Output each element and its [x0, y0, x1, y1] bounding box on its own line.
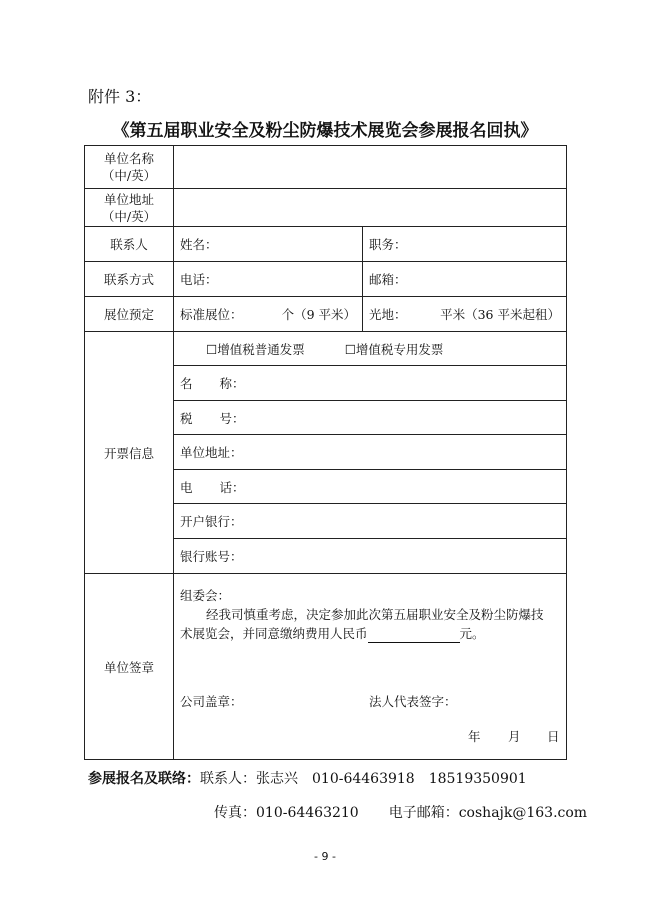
invoice-phone-label-a: 电	[180, 479, 193, 495]
invoice-address-field[interactable]: 单位地址：	[174, 435, 567, 470]
contact-method-label: 联系方式	[85, 262, 174, 297]
company-seal-label: 公司盖章：	[180, 694, 243, 709]
signature-cell	[174, 574, 567, 760]
row-contact-person	[85, 227, 567, 262]
row-company-address	[85, 189, 567, 227]
legal-rep-label: 法人代表签字：	[369, 694, 457, 709]
company-name-label-line1: 单位名称	[103, 151, 154, 166]
contact-person-label: 联系人	[85, 227, 174, 262]
row-contact-method	[85, 262, 567, 297]
fax: 传真：010-64463210	[214, 805, 359, 821]
contact-details: 联系人：张志兴 010-64463918 18519350901	[200, 771, 527, 787]
contact-line	[88, 768, 527, 788]
document-title: 《第五届职业安全及粉尘防爆技术展览会参展报名回执》	[112, 121, 538, 141]
statement-text: 术展览会，并同意缴纳费用人民币	[180, 626, 368, 641]
attachment-label: 附件 3：	[88, 87, 152, 106]
checkbox-general-invoice[interactable]: ☐增值税普通发票	[206, 341, 305, 357]
company-address-label-line1: 单位地址	[103, 191, 154, 207]
invoice-info-label: 开票信息	[85, 332, 174, 574]
invoice-name-field[interactable]	[174, 366, 567, 401]
company-address-label-line2: （中/英）	[101, 208, 157, 224]
raw-space-field[interactable]	[363, 297, 567, 332]
fee-amount-blank[interactable]	[368, 628, 460, 643]
checkbox-special-invoice[interactable]: ☐增值税专用发票	[344, 341, 444, 357]
name-field[interactable]: 姓名：	[174, 227, 363, 262]
company-name-label-line2: （中/英）	[101, 168, 157, 183]
invoice-account-field[interactable]: 银行账号：	[174, 539, 567, 574]
invoice-tax-id-field[interactable]	[174, 401, 567, 435]
standard-booth-label: 标准展位：	[180, 307, 243, 322]
statement-end: 元。	[459, 626, 485, 641]
row-booth	[85, 297, 567, 332]
raw-space-label: 光地：	[369, 307, 407, 322]
email-address[interactable]: 电子邮箱：coshajk@163.com	[388, 805, 588, 821]
position-field[interactable]: 职务：	[363, 227, 567, 262]
invoice-phone-label-b: 话：	[219, 479, 245, 495]
invoice-tax-label-a: 税	[180, 410, 193, 426]
date-day: 日	[547, 729, 560, 744]
statement-line-1: 经我司慎重考虑，决定参加此次第五届职业安全及粉尘防爆技	[206, 607, 544, 622]
company-name-field[interactable]	[174, 146, 567, 189]
contact-heading: 参展报名及联络：	[88, 771, 200, 787]
date-year: 年	[468, 729, 481, 744]
invoice-tax-label-b: 号：	[219, 410, 245, 426]
phone-field[interactable]: 电话：	[174, 262, 363, 297]
invoice-phone-field[interactable]	[174, 470, 567, 504]
email-field[interactable]: 邮箱：	[363, 262, 567, 297]
row-company-name	[85, 146, 567, 189]
company-address-label	[85, 189, 174, 227]
page-number: - 9 -	[314, 850, 336, 863]
company-address-field[interactable]	[174, 189, 567, 227]
signature-label: 单位签章	[85, 574, 174, 760]
invoice-bank-field[interactable]: 开户银行：	[174, 504, 567, 539]
invoice-name-label-a: 名	[180, 376, 193, 391]
registration-form-table	[84, 145, 567, 760]
fax-email-line	[214, 802, 587, 822]
row-invoice-type	[85, 332, 567, 366]
raw-space-unit: 平米（36 平米起租）	[440, 307, 560, 322]
committee-salutation: 组委会：	[180, 588, 231, 603]
date-month: 月	[508, 729, 521, 744]
company-name-label	[85, 146, 174, 189]
booth-label: 展位预定	[85, 297, 174, 332]
statement-line-2	[180, 624, 560, 643]
invoice-name-label-b: 称：	[219, 376, 245, 391]
invoice-type-cell	[174, 332, 567, 366]
row-signature	[85, 574, 567, 760]
standard-booth-unit: 个（9 平米）	[281, 307, 356, 322]
standard-booth-field[interactable]	[174, 297, 363, 332]
